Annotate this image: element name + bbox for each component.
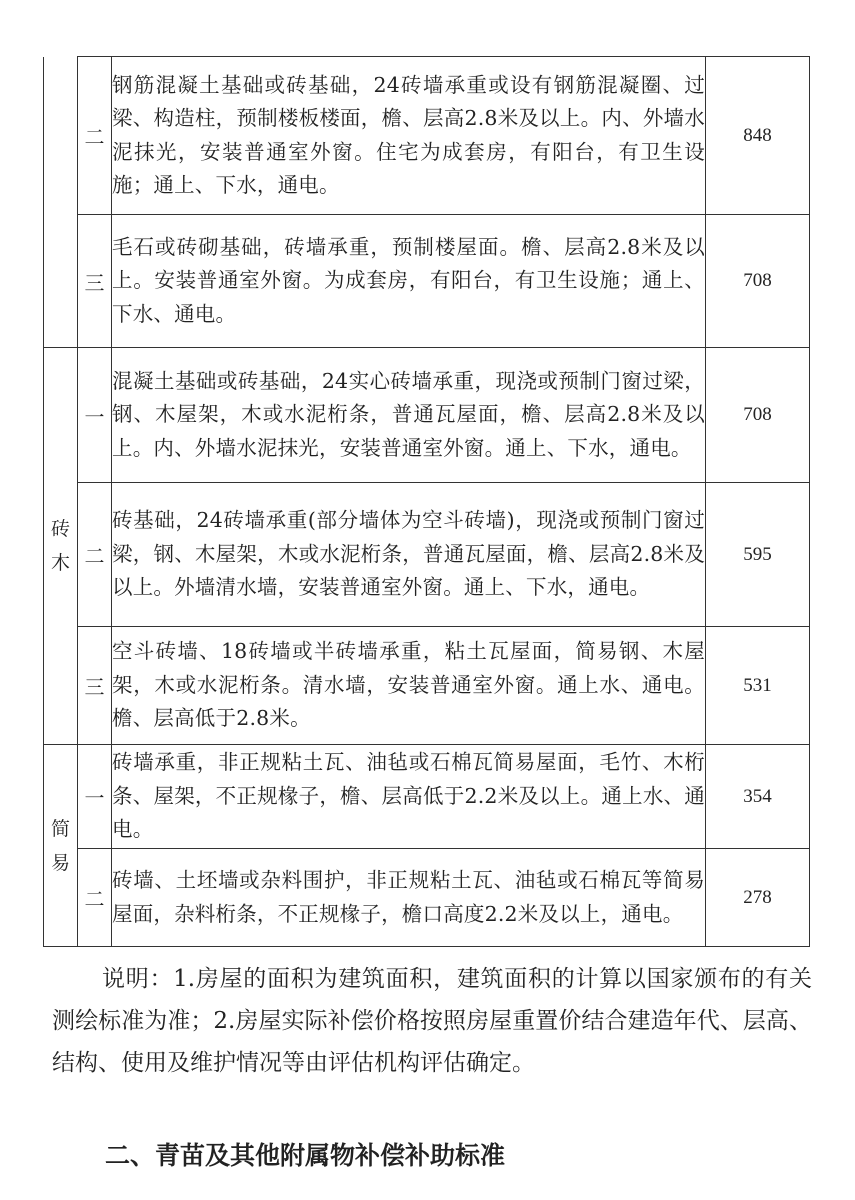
table-row <box>44 348 810 483</box>
grade-cell: 二 <box>78 483 112 627</box>
description-cell: 砖墙承重，非正规粘土瓦、油毡或石棉瓦简易屋面，毛竹、木桁条、屋架，不正规椽子，檐、层高低于2.2米及以上。通上水、通电。 <box>112 745 706 849</box>
description-cell: 混凝土基础或砖基础，24实心砖墙承重，现浇或预制门窗过梁，钢、木屋架，木或水泥桁条，普通瓦屋面，檐、层高2.8米及以上。内、外墙水泥抹光，安装普通室外窗。通上、下水，通电。 <box>112 348 706 483</box>
table-row <box>44 215 810 348</box>
table-row <box>44 627 810 745</box>
price-cell: 708 <box>706 215 810 348</box>
description-cell: 毛石或砖砌基础，砖墙承重，预制楼屋面。檐、层高2.8米及以上。安装普通室外窗。为成套房，有阳台，有卫生设施；通上、下水、通电。 <box>112 215 706 348</box>
table-row <box>44 849 810 947</box>
price-cell: 848 <box>706 57 810 215</box>
table-row <box>44 745 810 849</box>
grade-cell: 三 <box>78 215 112 348</box>
description-cell: 钢筋混凝土基础或砖基础，24砖墙承重或设有钢筋混凝圈、过梁、构造柱，预制楼板楼面，檐、层高2.8米及以上。内、外墙水泥抹光，安装普通室外窗。住宅为成套房，有阳台，有卫生设施；通上、下水，通电。 <box>112 57 706 215</box>
price-cell: 595 <box>706 483 810 627</box>
explanatory-note: 说明：1.房屋的面积为建筑面积，建筑面积的计算以国家颁布的有关测绘标准为准；2.房屋实际补偿价格按照房屋重置价结合建造年代、层高、结构、使用及维护情况等由评估机构评估确定。 <box>52 966 812 1076</box>
price-cell: 531 <box>706 627 810 745</box>
grade-cell: 二 <box>78 57 112 215</box>
table-row <box>44 483 810 627</box>
table-row <box>44 57 810 215</box>
grade-cell: 二 <box>78 849 112 947</box>
category-label: 简易 <box>50 817 70 874</box>
description-cell: 空斗砖墙、18砖墙或半砖墙承重，粘土瓦屋面，简易钢、木屋架，木或水泥桁条。清水墙，安装普通室外窗。通上水、通电。檐、层高低于2.8米。 <box>112 627 706 745</box>
price-cell: 278 <box>706 849 810 947</box>
category-cell <box>44 745 78 947</box>
category-cell-continued <box>44 57 78 348</box>
category-label: 砖木 <box>50 518 70 574</box>
grade-cell: 三 <box>78 627 112 745</box>
price-cell: 354 <box>706 745 810 849</box>
section-heading: 二、青苗及其他附属物补偿补助标准 <box>105 1141 506 1170</box>
description-cell: 砖基础，24砖墙承重(部分墙体为空斗砖墙)，现浇或预制门窗过梁，钢、木屋架，木或水泥桁条，普通瓦屋面，檐、层高2.8米及以上。外墙清水墙，安装普通室外窗。通上、下水，通电。 <box>112 483 706 627</box>
price-cell: 708 <box>706 348 810 483</box>
category-cell <box>44 348 78 745</box>
compensation-standard-table <box>43 56 810 947</box>
grade-cell: 一 <box>78 745 112 849</box>
grade-cell: 一 <box>78 348 112 483</box>
description-cell: 砖墙、土坯墙或杂料围护，非正规粘土瓦、油毡或石棉瓦等简易屋面，杂料桁条，不正规椽子，檐口高度2.2米及以上，通电。 <box>112 849 706 947</box>
